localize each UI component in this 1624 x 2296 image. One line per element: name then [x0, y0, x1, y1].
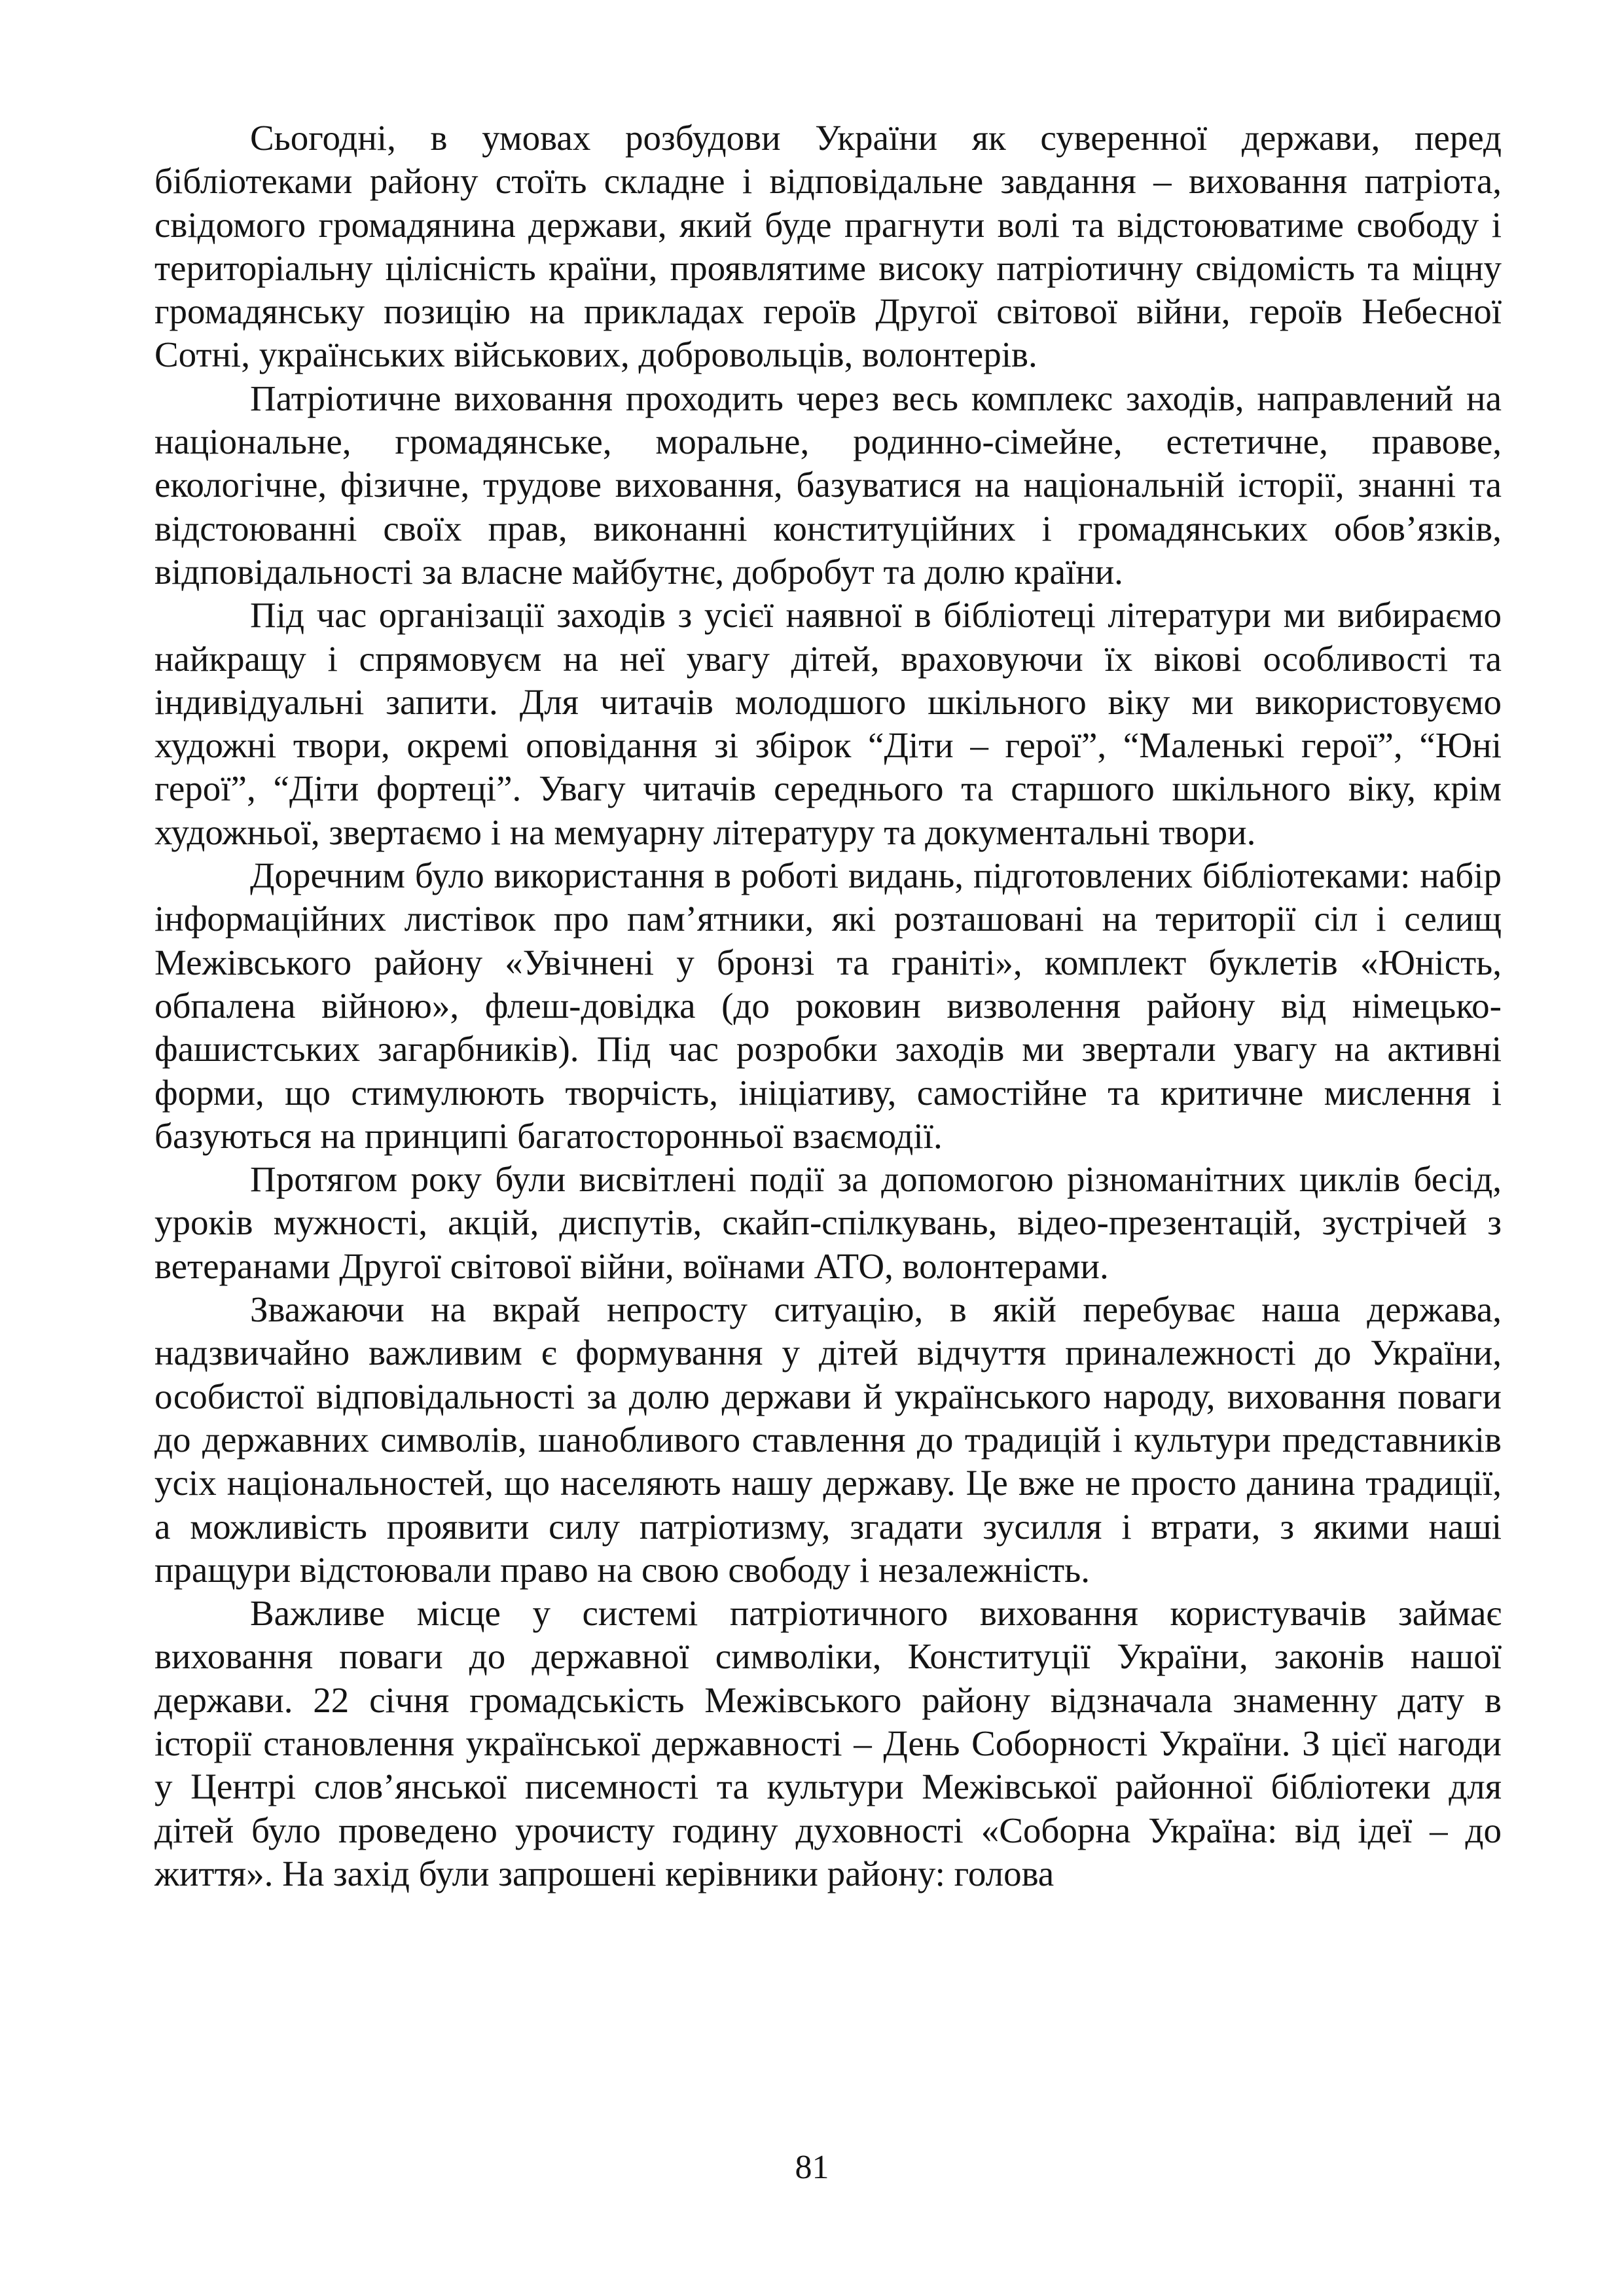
body-text	[154, 117, 1502, 1895]
paragraph-6: Зважаючи на вкрай непросту ситуацію, в якій перебуває наша держава, надзвичайно важливим є формування у дітей відчуття приналежності до України, особистої відповідальності за долю держави й українського народу, виховання поваги до державних символів, шанобливого ставлення до традицій і культури представників усіх національностей, що населяють нашу державу. Це вже не просто данина традиції, а можливість проявити силу патріотизму, згадати зусилля і втрати, з якими наші пращури відстоювали право на свою свободу і незалежність.	[154, 1289, 1502, 1590]
paragraph-3: Під час організації заходів з усієї наявної в бібліотеці літератури ми вибираємо найкращу і спрямовуєм на неї увагу дітей, враховуючи їх вікові особливості та індивідуальні запити. Для читачів молодшого шкільного віку ми використовуємо художні твори, окремі оповідання зі збірок “Діти – герої”, “Маленькі герої”, “Юні герої”, “Діти фортеці”. Увагу читачів середнього та старшого шкільного віку, крім художньої, звертаємо і на мемуарну літературу та документальні твори.	[154, 595, 1502, 852]
paragraph-7: Важливе місце у системі патріотичного виховання користувачів займає виховання поваги до державної символіки, Конституції України, законів нашої держави. 22 січня громадськість Межівського району відзначала знаменну дату в історії становлення української державності – День Соборності України. З цієї нагоди у Центрі слов’янської писемності та культури Межівської районної бібліотеки для дітей було проведено урочисту годину духовності «Соборна Україна: від ідеї – до життя». На захід були запрошені керівники району: голова	[154, 1593, 1502, 1893]
paragraph-5: Протягом року були висвітлені події за допомогою різноманітних циклів бесід, уроків мужності, акцій, диспутів, скайп-спілкувань, відео-презентацій, зустрічей з ветеранами Другої світової війни, воїнами АТО, волонтерами.	[154, 1159, 1502, 1286]
paragraph-2: Патріотичне виховання проходить через весь комплекс заходів, направлений на національне, громадянське, моральне, родинно-сімейне, естетичне, правове, екологічне, фізичне, трудове виховання, базуватися на національній історії, знанні та відстоюванні своїх прав, виконанні конституційних і громадянських обов’язків, відповідальності за власне майбутнє, добробут та долю країни.	[154, 378, 1502, 592]
paragraph-4: Доречним було використання в роботі видань, підготовлених бібліотеками: набір інформаційних листівок про пам’ятники, які розташовані на території сіл і селищ Межівського району «Увічнені у бронзі та граніті», комплект буклетів «Юність, обпалена війною», флеш-довідка (до роковин визволення району від німецько-фашистських загарбників). Під час розробки заходів ми звертали увагу на активні форми, що стимулюють творчість, ініціативу, самостійне та критичне мислення і базуються на принципі багатосторонньої взаємодії.	[154, 855, 1502, 1156]
page-number: 81	[795, 2149, 829, 2186]
paragraph-1: Сьогодні, в умовах розбудови України як суверенної держави, перед бібліотеками району стоїть складне і відповідальне завдання – виховання патріота, свідомого громадянина держави, який буде прагнути волі та відстоюватиме свободу і територіальну цілісність країни, проявлятиме високу патріотичну свідомість та міцну громадянську позицію на прикладах героїв Другої світової війни, героїв Небесної Сотні, українських військових, добровольців, волонтерів.	[154, 118, 1502, 375]
